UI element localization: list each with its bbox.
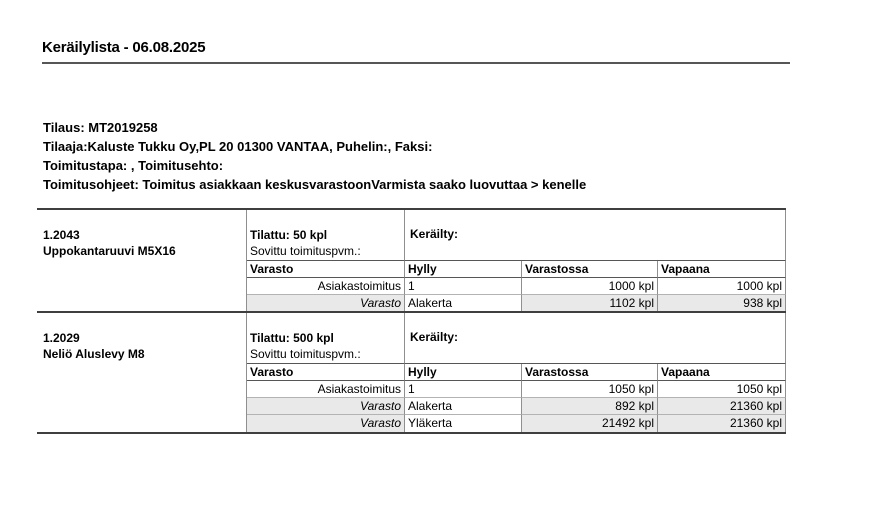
product-code: 1.2029 xyxy=(43,331,80,345)
ordered-qty-label: Tilattu: 50 kpl xyxy=(250,228,328,242)
product-name: Uppokantaruuvi M5X16 xyxy=(43,244,176,258)
agreed-date-label: Sovittu toimituspvm.: xyxy=(250,244,361,258)
picked-label: Keräilty: xyxy=(405,210,786,261)
column-header-varastossa: Varastossa xyxy=(522,364,658,381)
ordered-qty-cell xyxy=(247,313,405,364)
shelf-cell: Alakerta xyxy=(405,295,522,311)
column-header-varasto: Varasto xyxy=(247,364,405,381)
orderer-line: Tilaaja:Kaluste Tukku Oy,PL 20 01300 VANTAA, Puhelin:, Faksi: xyxy=(43,139,433,154)
item-block xyxy=(37,311,786,434)
delivery-instructions-line: Toimitusohjeet: Toimitus asiakkaan keskusvarastoonVarmista saako luovuttaa > kenelle xyxy=(43,177,587,192)
ordered-qty-label: Tilattu: 500 kpl xyxy=(250,331,334,345)
available-cell: 21360 kpl xyxy=(658,398,786,415)
picked-label: Keräilty: xyxy=(405,313,786,364)
column-header-vapaana: Vapaana xyxy=(658,261,786,278)
agreed-date-label: Sovittu toimituspvm.: xyxy=(250,347,361,361)
order-info xyxy=(43,118,891,194)
shelf-cell: 1 xyxy=(405,278,522,295)
available-cell: 938 kpl xyxy=(658,295,786,311)
in-stock-cell: 892 kpl xyxy=(522,398,658,415)
warehouse-cell: Asiakastoimitus xyxy=(247,381,405,398)
warehouse-cell: Varasto xyxy=(247,295,405,311)
in-stock-cell: 1050 kpl xyxy=(522,381,658,398)
available-cell: 1050 kpl xyxy=(658,381,786,398)
warehouse-cell: Asiakastoimitus xyxy=(247,278,405,295)
warehouse-cell: Varasto xyxy=(247,398,405,415)
item-list xyxy=(37,208,786,434)
shelf-cell: 1 xyxy=(405,381,522,398)
available-cell: 21360 kpl xyxy=(658,415,786,432)
in-stock-cell: 21492 kpl xyxy=(522,415,658,432)
shelf-cell: Alakerta xyxy=(405,398,522,415)
product-name: Neliö Aluslevy M8 xyxy=(43,347,145,361)
item-block xyxy=(37,208,786,311)
column-header-hylly: Hylly xyxy=(405,364,522,381)
column-header-hylly: Hylly xyxy=(405,261,522,278)
column-header-varastossa: Varastossa xyxy=(522,261,658,278)
column-header-vapaana: Vapaana xyxy=(658,364,786,381)
shelf-cell: Yläkerta xyxy=(405,415,522,432)
product-cell xyxy=(37,210,247,311)
in-stock-cell: 1000 kpl xyxy=(522,278,658,295)
ordered-qty-cell xyxy=(247,210,405,261)
order-number-line: Tilaus: MT2019258 xyxy=(43,120,158,135)
in-stock-cell: 1102 kpl xyxy=(522,295,658,311)
warehouse-cell: Varasto xyxy=(247,415,405,432)
column-header-varasto: Varasto xyxy=(247,261,405,278)
product-cell xyxy=(37,313,247,432)
product-code: 1.2043 xyxy=(43,228,80,242)
page-title: Keräilylista - 06.08.2025 xyxy=(42,40,790,64)
delivery-method-line: Toimitustapa: , Toimitusehto: xyxy=(43,158,224,173)
available-cell: 1000 kpl xyxy=(658,278,786,295)
